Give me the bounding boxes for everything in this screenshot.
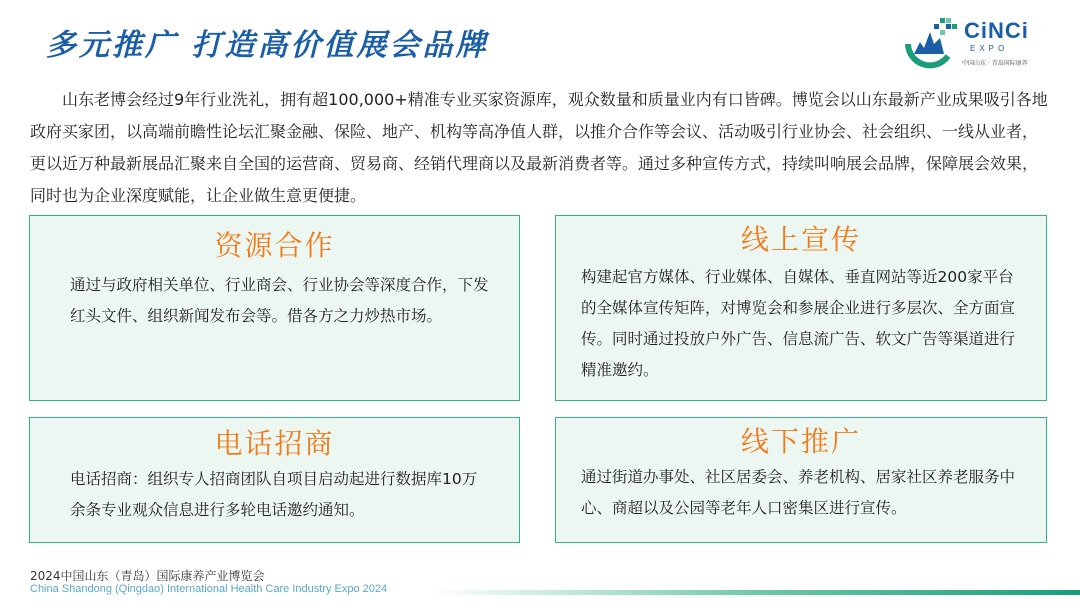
logo-emblem-icon [900,14,960,72]
card-body: 电话招商：组织专人招商团队自项目启动起进行数据库10万余条专业观众信息进行多轮电话邀约通知。 [70,470,478,519]
card-title: 资源合作 [214,229,335,262]
logo-subtitle: 中国山东 · 青岛国际康养 [962,60,1028,67]
card-title: 电话招商 [214,427,335,460]
footer-title-cn: 2024中国山东（青岛）国际康养产业博览会 [30,569,265,583]
card-title: 线下推广 [740,425,861,458]
card-body: 构建起官方媒体、行业媒体、自媒体、垂直网站等近200家平台的全媒体宣传矩阵，对博览会和参展企业进行多层次、全方面宣传。同时通过投放户外广告、信息流广告、软文广告等渠道进行精准邀约。 [581,268,1016,379]
logo [900,14,1050,72]
card-resource-cooperation [29,215,520,401]
card-body: 通过街道办事处、社区居委会、养老机构、居家社区养老服务中心、商超以及公园等老年人口密集区进行宣传。 [581,468,1016,517]
footer-divider [432,590,1080,595]
card-title: 线上宣传 [740,223,861,256]
logo-expo: EXPO [970,44,1009,53]
card-phone-investment [29,417,520,543]
logo-name: CiNCi [964,18,1029,43]
footer-title-en: China Shandong (Qingdao) International Health Care Industry Expo 2024 [30,583,388,595]
intro-paragraph: 山东老博会经过9年行业洗礼，拥有超100,000+精准专业买家资源库，观众数量和质量业内有口皆碑。博览会以山东最新产业成果吸引各地政府买家团，以高端前瞻性论坛汇聚金融、保险、地产、机构等高净值人群，以推介合作等会议、活动吸引行业协会、社会组织、一线从业者，更以近万种最新展品汇聚来自全国的运营商、贸易商、经销代理商以及最新消费者等。通过多种宣传方式，持续叫响展会品牌，保障展会效果，同时也为企业深度赋能，让企业做生意更便捷。 [30,90,1048,205]
page-title: 多元推广 打造高价值展会品牌 [46,28,489,63]
card-online-promotion [555,215,1047,401]
card-offline-promotion [555,417,1047,543]
card-body: 通过与政府相关单位、行业商会、行业协会等深度合作，下发红头文件、组织新闻发布会等。借各方之力炒热市场。 [70,276,489,325]
